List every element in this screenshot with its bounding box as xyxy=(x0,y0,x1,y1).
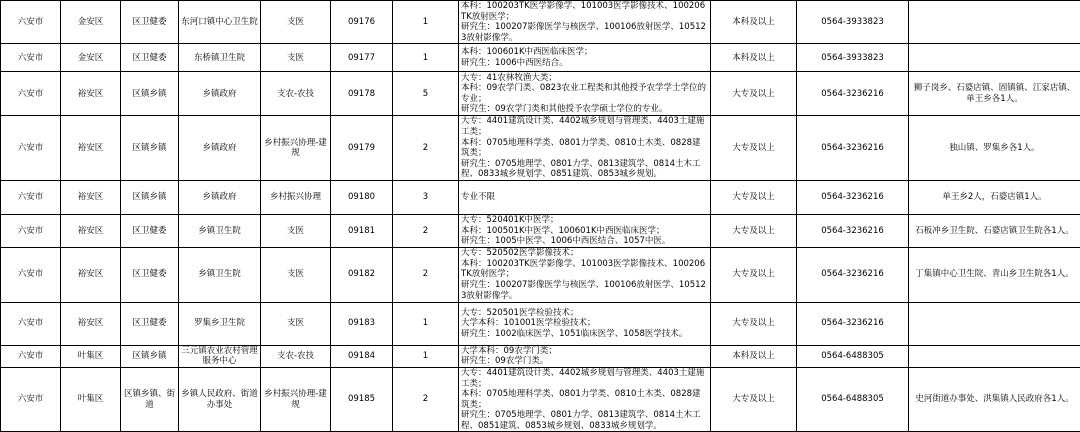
table-row xyxy=(1,302,1080,345)
city-cell[interactable]: 六安市 xyxy=(1,302,61,345)
requirement-cell[interactable]: 大专：520502医学影像技术； 本科：100203TK医学影像学、101003医学影像技术、100206TK放射医学； 研究生：100207影像医学与核医学、100106放射医学、105123放射影像学。 xyxy=(459,247,711,302)
dept-cell[interactable]: 区镇乡镇 xyxy=(121,72,179,116)
unit-cell[interactable]: 乡镇政府 xyxy=(179,116,261,181)
phone-cell[interactable]: 0564-6488305 xyxy=(797,345,909,367)
county-cell[interactable]: 金安区 xyxy=(61,44,121,72)
dept-cell[interactable]: 区卫健委 xyxy=(121,44,179,72)
unit-cell[interactable]: 乡镇人民政府、街道办事处 xyxy=(179,367,261,432)
post-cell[interactable]: 支农-农技 xyxy=(261,72,331,116)
unit-cell[interactable]: 乡镇政府 xyxy=(179,180,261,214)
requirement-cell[interactable]: 大专：4401建筑设计类、4402城乡规划与管理类、4403土建施工类； 本科：0705地理科学类、0801力学类、0810土木类、0828建筑类； 研究生：0705地理学、0801力学、0813建筑学、0814土木工程、0833城乡规划学、0851建筑、0853城乡规划。 xyxy=(459,116,711,181)
education-cell[interactable]: 大专及以上 xyxy=(711,214,797,247)
county-cell[interactable]: 裕安区 xyxy=(61,214,121,247)
county-cell[interactable]: 金安区 xyxy=(61,1,121,44)
code-cell[interactable]: 09178 xyxy=(331,72,393,116)
dept-cell[interactable]: 区镇乡镇 xyxy=(121,116,179,181)
city-cell[interactable]: 六安市 xyxy=(1,116,61,181)
education-cell[interactable]: 大专及以上 xyxy=(711,72,797,116)
unit-cell[interactable]: 乡镇卫生院 xyxy=(179,247,261,302)
post-cell[interactable]: 乡村振兴协理 xyxy=(261,180,331,214)
city-cell[interactable]: 六安市 xyxy=(1,247,61,302)
unit-cell[interactable]: 乡镇政府 xyxy=(179,72,261,116)
code-cell[interactable]: 09184 xyxy=(331,345,393,367)
note-cell[interactable] xyxy=(909,44,1080,72)
num-cell[interactable]: 5 xyxy=(393,72,459,116)
city-cell[interactable]: 六安市 xyxy=(1,44,61,72)
table-row xyxy=(1,345,1080,367)
num-cell[interactable]: 2 xyxy=(393,116,459,181)
requirement-cell[interactable]: 大专：520501医学检验技术； 大学本科：101001医学检验技术； 研究生：1002临床医学、1051临床医学、1058医学技术。 xyxy=(459,302,711,345)
num-cell[interactable]: 1 xyxy=(393,302,459,345)
education-cell[interactable]: 大专及以上 xyxy=(711,302,797,345)
table-row xyxy=(1,72,1080,116)
education-cell[interactable]: 本科及以上 xyxy=(711,44,797,72)
code-cell[interactable]: 09180 xyxy=(331,180,393,214)
num-cell[interactable]: 1 xyxy=(393,345,459,367)
dept-cell[interactable]: 区镇乡镇 xyxy=(121,345,179,367)
city-cell[interactable]: 六安市 xyxy=(1,214,61,247)
city-cell[interactable]: 六安市 xyxy=(1,1,61,44)
post-cell[interactable]: 支医 xyxy=(261,214,331,247)
unit-cell[interactable]: 罗集乡卫生院 xyxy=(179,302,261,345)
note-cell[interactable]: 石板冲乡卫生院、石婆店镇卫生院各1人。 xyxy=(909,214,1080,247)
requirement-cell[interactable]: 专业不限 xyxy=(459,180,711,214)
county-cell[interactable]: 叶集区 xyxy=(61,345,121,367)
city-cell[interactable]: 六安市 xyxy=(1,367,61,432)
note-cell[interactable] xyxy=(909,345,1080,367)
county-cell[interactable]: 叶集区 xyxy=(61,367,121,432)
county-cell[interactable]: 裕安区 xyxy=(61,247,121,302)
num-cell[interactable]: 2 xyxy=(393,367,459,432)
phone-cell[interactable]: 0564-3236216 xyxy=(797,247,909,302)
county-cell[interactable]: 裕安区 xyxy=(61,72,121,116)
phone-cell[interactable]: 0564-3933823 xyxy=(797,44,909,72)
dept-cell[interactable]: 区卫健委 xyxy=(121,214,179,247)
city-cell[interactable]: 六安市 xyxy=(1,345,61,367)
dept-cell[interactable]: 区镇乡镇、街道 xyxy=(121,367,179,432)
post-cell[interactable]: 乡村振兴协理-建规 xyxy=(261,116,331,181)
post-cell[interactable]: 支医 xyxy=(261,44,331,72)
dept-cell[interactable]: 区卫健委 xyxy=(121,247,179,302)
phone-cell[interactable]: 0564-3236216 xyxy=(797,302,909,345)
phone-cell[interactable]: 0564-3236216 xyxy=(797,180,909,214)
phone-cell[interactable]: 0564-3236216 xyxy=(797,214,909,247)
table-row xyxy=(1,44,1080,72)
post-cell[interactable]: 乡村振兴协理-建规 xyxy=(261,367,331,432)
unit-cell[interactable]: 乡镇卫生院 xyxy=(179,214,261,247)
education-cell[interactable]: 本科及以上 xyxy=(711,1,797,44)
note-cell[interactable]: 丁集镇中心卫生院、青山乡卫生院各1人。 xyxy=(909,247,1080,302)
county-cell[interactable]: 裕安区 xyxy=(61,180,121,214)
requirement-cell[interactable]: 大专：4401建筑设计类、4402城乡规划与管理类、4403土建施工类； 本科：0705地理科学类、0801力学类、0810土木类、0828建筑类； 研究生：0705地理学、0801力学、0813建筑学、0814土木工程、0851建筑、0853城乡规划、0833城乡规划学。 xyxy=(459,367,711,432)
note-cell[interactable]: 单王乡2人，石婆店镇1人。 xyxy=(909,180,1080,214)
post-cell[interactable]: 支农-农技 xyxy=(261,345,331,367)
table-row xyxy=(1,214,1080,247)
note-cell[interactable] xyxy=(909,302,1080,345)
num-cell[interactable]: 3 xyxy=(393,180,459,214)
requirement-cell[interactable]: 本科：100203TK医学影像学、101003医学影像技术、100206TK放射医学； 研究生：100207影像医学与核医学、100106放射医学、105123放射影像学。 xyxy=(459,1,711,44)
code-cell[interactable]: 09179 xyxy=(331,116,393,181)
table-row xyxy=(1,247,1080,302)
phone-cell[interactable]: 0564-3933823 xyxy=(797,1,909,44)
county-cell[interactable]: 裕安区 xyxy=(61,302,121,345)
table-body xyxy=(1,1,1080,432)
education-cell[interactable]: 大专及以上 xyxy=(711,116,797,181)
dept-cell[interactable]: 区镇乡镇 xyxy=(121,180,179,214)
requirement-cell[interactable]: 本科：100601K中西医临床医学； 研究生：1006中西医结合。 xyxy=(459,44,711,72)
dept-cell[interactable]: 区卫健委 xyxy=(121,302,179,345)
education-cell[interactable]: 本科及以上 xyxy=(711,345,797,367)
dept-cell[interactable]: 区卫健委 xyxy=(121,1,179,44)
num-cell[interactable]: 1 xyxy=(393,44,459,72)
phone-cell[interactable]: 0564-3236216 xyxy=(797,72,909,116)
note-cell[interactable]: 独山镇、罗集乡各1人。 xyxy=(909,116,1080,181)
code-cell[interactable]: 09183 xyxy=(331,302,393,345)
education-cell[interactable]: 大专及以上 xyxy=(711,367,797,432)
code-cell[interactable]: 09185 xyxy=(331,367,393,432)
note-cell[interactable] xyxy=(909,1,1080,44)
num-cell[interactable]: 2 xyxy=(393,214,459,247)
table-row xyxy=(1,180,1080,214)
phone-cell[interactable]: 0564-6488305 xyxy=(797,367,909,432)
code-cell[interactable]: 09176 xyxy=(331,1,393,44)
requirement-cell[interactable]: 大专：41农林牧渔大类； 本科：09农学门类、0823农业工程类和其他授予农学学士学位的专业； 研究生：09农学门类和其他授予农学硕士学位的专业。 xyxy=(459,72,711,116)
code-cell[interactable]: 09182 xyxy=(331,247,393,302)
city-cell[interactable]: 六安市 xyxy=(1,180,61,214)
requirement-cell[interactable]: 大学本科：09农学门类； 研究生：09农学门类。 xyxy=(459,345,711,367)
requirement-cell[interactable]: 大专：520401K中医学； 本科：100501K中医学、100601K中西医临床医学； 研究生：1005中医学、1006中西医结合、1057中医。 xyxy=(459,214,711,247)
unit-cell[interactable]: 三元镇农业农村管理服务中心 xyxy=(179,345,261,367)
city-cell[interactable]: 六安市 xyxy=(1,72,61,116)
county-cell[interactable]: 裕安区 xyxy=(61,116,121,181)
phone-cell[interactable]: 0564-3236216 xyxy=(797,116,909,181)
note-cell[interactable]: 狮子岗乡、石婆店镇、固镇镇、江家店镇、单王乡各1人。 xyxy=(909,72,1080,116)
education-cell[interactable]: 大专及以上 xyxy=(711,180,797,214)
code-cell[interactable]: 09177 xyxy=(331,44,393,72)
table-row xyxy=(1,367,1080,432)
num-cell[interactable]: 2 xyxy=(393,247,459,302)
unit-cell[interactable]: 东河口镇中心卫生院 xyxy=(179,1,261,44)
post-cell[interactable]: 支医 xyxy=(261,1,331,44)
education-cell[interactable]: 大专及以上 xyxy=(711,247,797,302)
table-row xyxy=(1,1,1080,44)
code-cell[interactable]: 09181 xyxy=(331,214,393,247)
num-cell[interactable]: 1 xyxy=(393,1,459,44)
post-cell[interactable]: 支医 xyxy=(261,302,331,345)
post-cell[interactable]: 支医 xyxy=(261,247,331,302)
note-cell[interactable]: 史河街道办事处、洪集镇人民政府各1人。 xyxy=(909,367,1080,432)
table-row xyxy=(1,116,1080,181)
unit-cell[interactable]: 东桥镇卫生院 xyxy=(179,44,261,72)
